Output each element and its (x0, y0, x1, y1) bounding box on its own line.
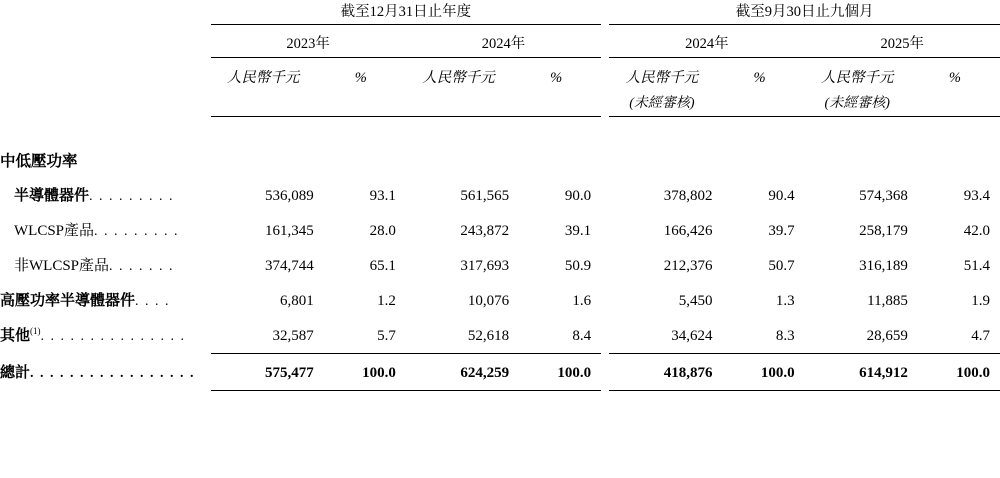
cell-value: 5.7 (377, 328, 396, 344)
cell-value: 6,801 (280, 293, 314, 309)
row-label-text: WLCSP產品 (14, 223, 95, 239)
cell-value: 10,076 (467, 293, 510, 309)
row-label-footnote-marker: (1) (30, 326, 41, 336)
header-sub-6 (715, 89, 805, 116)
header-sub-3 (406, 89, 511, 116)
bot-rule-seg-3 (406, 389, 511, 391)
row-label-text: 總計 (0, 364, 31, 381)
cell-gap (601, 177, 609, 212)
cell-value: 51.4 (963, 258, 990, 274)
table-row (0, 212, 1000, 247)
cell-value: 316,189 (859, 258, 908, 274)
header-year-2024-annual: 2024年 (481, 36, 526, 52)
header-unit-pct-2: % (550, 70, 563, 86)
cell-value: 258,179 (859, 223, 908, 239)
row-leader-dots: . . . . . . . . . . . . . . . . . (30, 365, 196, 381)
header-unit-rmb-3: 人民幣千元 (625, 70, 699, 86)
header-group-blank (0, 0, 211, 25)
cell-gap (601, 354, 609, 389)
section-title: 中低壓功率 (0, 153, 78, 170)
header-sub-unaudited-1: (未經審核) (629, 96, 695, 111)
cell-value: 4.7 (971, 328, 990, 344)
cell-value: 8.4 (572, 328, 592, 344)
header-unit-gap (601, 58, 609, 90)
body-spacer (0, 117, 1000, 144)
row-label-high-voltage (0, 282, 211, 317)
header-group-row (0, 0, 1000, 25)
header-year-blank (0, 25, 211, 58)
row-label-semiconductor-devices (0, 177, 211, 212)
cell-value: 11,885 (867, 293, 908, 309)
cell-value: 624,259 (460, 364, 510, 381)
header-year-gap (601, 25, 609, 58)
header-unit-rmb-2: 人民幣千元 (422, 70, 495, 86)
bot-rule-seg-5 (609, 389, 714, 391)
header-year-2023: 2023年 (286, 36, 330, 52)
cell-value: 574,368 (859, 188, 908, 204)
table-row (0, 317, 1000, 352)
cell-value: 536,089 (265, 188, 314, 204)
cell-gap (601, 317, 609, 352)
body-spacer-cell (0, 117, 1000, 144)
bot-rule-gap (601, 389, 609, 391)
total-row (0, 354, 1000, 389)
cell-value: 317,693 (460, 258, 510, 274)
table-row (0, 177, 1000, 212)
row-label-text: 高壓功率半導體器件 (0, 293, 136, 309)
bot-rule-blank (0, 389, 211, 391)
cell-value: 39.1 (564, 223, 592, 239)
bot-rule-seg-7 (805, 389, 910, 391)
header-sub-2 (316, 89, 406, 116)
cell-value: 32,587 (272, 328, 314, 344)
row-leader-dots: . . . . (135, 294, 171, 309)
row-leader-dots: . . . . . . . (109, 259, 175, 274)
cell-value: 561,565 (460, 188, 510, 204)
bot-rule-seg-8 (910, 389, 1000, 391)
row-label-wlcsp (0, 212, 211, 247)
header-sub-1 (211, 89, 316, 116)
cell-value: 28,659 (866, 328, 908, 344)
cell-value: 39.7 (768, 223, 795, 239)
cell-value: 28.0 (369, 223, 396, 239)
total-bottom-rule (0, 389, 1000, 391)
cell-value: 8.3 (775, 328, 795, 344)
header-unit-rmb-4: 人民幣千元 (820, 70, 894, 86)
table-header (0, 0, 1000, 117)
table-body (0, 117, 1000, 391)
header-sub-row (0, 89, 1000, 116)
bot-rule-seg-6 (715, 389, 805, 391)
header-sub-unaudited-2: (未經審核) (824, 96, 890, 111)
row-label-total (0, 354, 211, 389)
cell-value: 50.7 (768, 258, 795, 274)
header-year-2025-ninemonths: 2025年 (880, 36, 925, 52)
cell-value: 100.0 (557, 364, 592, 381)
cell-value: 614,912 (859, 364, 908, 381)
cell-value: 100.0 (956, 364, 990, 381)
row-label-text: 其他 (0, 328, 31, 344)
section-header-row (0, 143, 1000, 177)
header-group-ninemonths: 截至9月30日止九個月 (609, 0, 1000, 25)
cell-value: 50.9 (564, 258, 592, 274)
header-group-annual: 截至12月31日止年度 (211, 0, 602, 25)
header-unit-pct-3: % (753, 70, 766, 86)
cell-value: 1.6 (572, 293, 592, 309)
cell-value: 65.1 (369, 258, 396, 274)
cell-value: 93.1 (369, 188, 396, 204)
cell-value: 374,744 (265, 258, 314, 274)
bot-rule-seg-2 (316, 389, 406, 391)
header-unit-pct-1: % (354, 70, 367, 86)
cell-gap (601, 212, 609, 247)
cell-value: 1.2 (377, 293, 396, 309)
header-sub-8 (910, 89, 1000, 116)
row-leader-dots: . . . . . . . . . . . . . . . (40, 329, 186, 344)
header-sub-4 (511, 89, 601, 116)
cell-gap (601, 247, 609, 282)
cell-value: 166,426 (663, 223, 713, 239)
row-label-text: 非WLCSP產品 (14, 258, 110, 274)
header-year-row (0, 25, 1000, 58)
cell-value: 575,477 (265, 364, 314, 381)
bot-rule-seg-4 (511, 389, 601, 391)
bot-rule-seg-1 (211, 389, 316, 391)
header-sub-gap (601, 89, 609, 116)
row-leader-dots: . . . . . . . . . (89, 189, 175, 204)
cell-value: 42.0 (963, 223, 990, 239)
cell-value: 93.4 (963, 188, 990, 204)
cell-value: 161,345 (265, 223, 314, 239)
header-year-2024-ninemonths: 2024年 (685, 36, 729, 52)
table-row (0, 247, 1000, 282)
header-unit-rmb-1: 人民幣千元 (226, 70, 300, 86)
cell-value: 100.0 (362, 364, 396, 381)
cell-value: 1.9 (971, 293, 990, 309)
cell-value: 5,450 (678, 293, 713, 309)
cell-value: 243,872 (460, 223, 510, 239)
row-label-non-wlcsp (0, 247, 211, 282)
cell-value: 418,876 (663, 364, 713, 381)
row-label-others (0, 317, 211, 352)
header-sub-blank (0, 89, 211, 116)
cell-value: 1.3 (775, 293, 795, 309)
cell-value: 34,624 (671, 328, 713, 344)
header-unit-pct-4: % (948, 70, 961, 86)
cell-value: 378,802 (663, 188, 713, 204)
header-unit-row (0, 58, 1000, 90)
cell-value: 52,618 (467, 328, 510, 344)
row-label-text: 半導體器件 (14, 188, 90, 204)
cell-value: 90.4 (768, 188, 795, 204)
cell-value: 90.0 (564, 188, 592, 204)
header-group-gap (601, 0, 609, 25)
cell-value: 212,376 (663, 258, 713, 274)
header-unit-blank (0, 58, 211, 90)
cell-value: 100.0 (760, 364, 795, 381)
cell-gap (601, 282, 609, 317)
row-leader-dots: . . . . . . . . . (94, 224, 180, 239)
table-row (0, 282, 1000, 317)
